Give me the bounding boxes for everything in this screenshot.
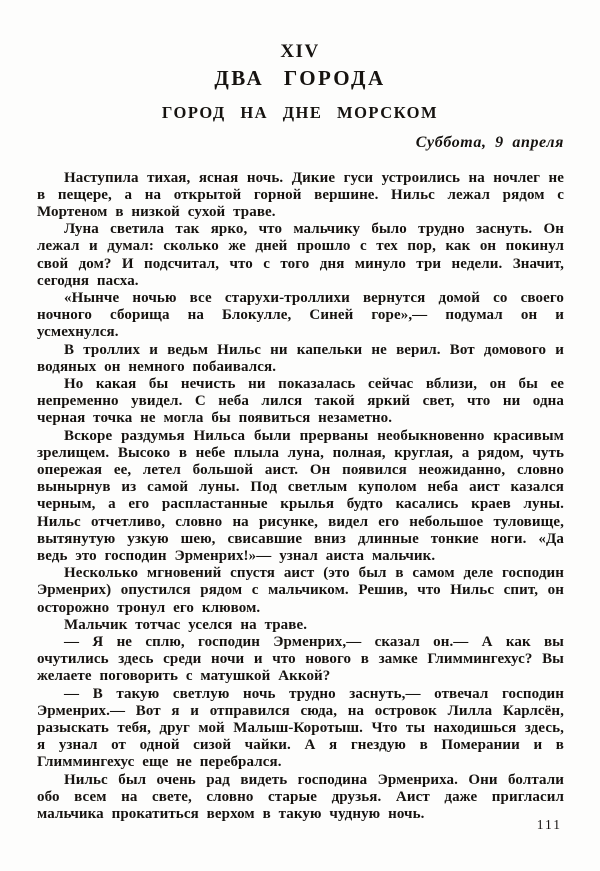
paragraph: Мальчик тотчас уселся на траве. (64, 616, 308, 633)
chapter-title: ДВА ГОРОДА (214, 66, 386, 90)
paragraph: Луна светила так ярко, что мальчику было трудно заснуть. Он лежал и думал: сколько же дней прошло с тех пор, как он покинул свой дом? И подсчитал, что с того дня минуло три недели. Значит, сегодня пасха. (37, 221, 564, 289)
paragraph: — В такую светлую ночь трудно заснуть,— отвечал господин Эрменрих.— Вот я и отправился сюда, на островок Лилла Карлсён, разыскать тебя, друг мой Малыш-Коротыш. Что ты находишься здесь, я узнал от одной сизой чайки. А я гнездую в Померании и в Глиммингехус еще не перебрался. (37, 685, 564, 771)
paragraph: Наступила тихая, ясная ночь. Дикие гуси устроились на ночлег не в пещере, а на открытой горной вершине. Нильс лежал рядом с Мортеном в низкой сухой траве. (37, 169, 564, 220)
dateline: Суббота, 9 апреля (415, 133, 564, 151)
paragraph: «Нынче ночью все старухи-троллихи вернутся домой со своего ночного сборища на Блокулле, Синей горе»,— подумал он и усмехнулся. (37, 289, 564, 341)
paragraph: — Я не сплю, господин Эрменрих,— сказал он.— А как вы очутились здесь среди ночи и что нового в замке Глиммингехус? Вы желаете поговорить с матушкой Аккой? (37, 633, 564, 685)
paragraph: Несколько мгновений спустя аист (это был в самом деле господин Эрменрих) опустился рядом с мальчиком. Решив, что Нильс спит, он осторожно тронул его клювом. (37, 565, 564, 616)
paragraph: Вскоре раздумья Нильса были прерваны необыкновенно красивым зрелищем. Высоко в небе плыла луна, полная, круглая, а рядом, чуть опережая ее, летел большой аист. Он появился неожиданно, словно вынырнув из самой луны. Под светлым куполом неба аист казался черным, а его распластанные крылья будто касались краев луны. Нильс отчетливо, словно на рисунке, видел его небольшое туловище, вытянутую узкую шею, свисавшие вниз длинные тонкие ноги. «Да ведь это господин Эрменрих!»— узнал аиста мальчик. (37, 427, 564, 564)
page-header (0, 0, 600, 151)
page-number: 111 (536, 817, 562, 832)
paragraph: Нильс был очень рад видеть господина Эрменриха. Они болтали обо всем на свете, словно старые друзья. Аист даже пригласил мальчика прокатиться верхом в такую чудную ночь. (37, 771, 564, 823)
body-text (37, 170, 564, 824)
chapter-number: XIV (280, 41, 320, 62)
section-title: ГОРОД НА ДНЕ МОРСКОМ (161, 103, 439, 122)
paragraph: Но какая бы нечисть ни показалась сейчас вблизи, он бы ее непременно увидел. С неба лился такой яркий свет, что ни одна черная точка не могла бы появиться незаметно. (37, 375, 564, 427)
paragraph: В троллих и ведьм Нильс ни капельки не верил. Вот домового и водяных он немного побаивался. (37, 341, 564, 375)
